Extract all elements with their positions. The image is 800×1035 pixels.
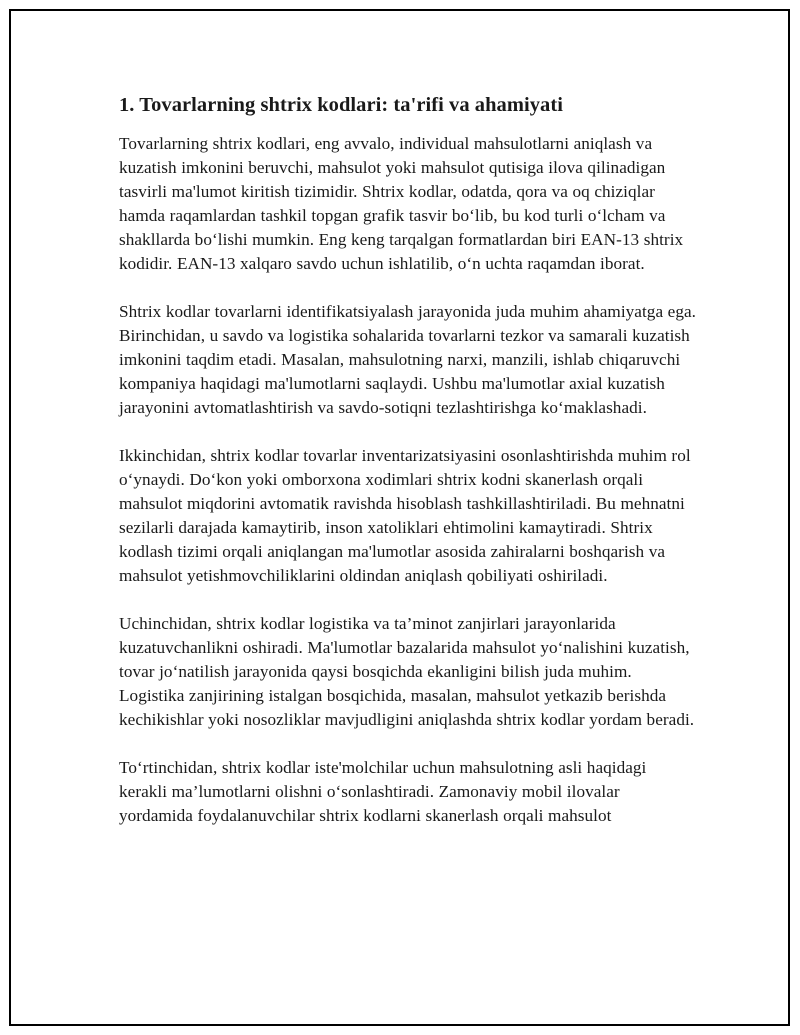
page-border: [9, 9, 790, 1026]
document-title: 1. Tovarlarning shtrix kodlari: ta'rifi va ahamiyati: [119, 94, 563, 116]
paragraph-consumers: To‘rtinchidan, shtrix kodlar iste'molchilar uchun mahsulotning asli haqidagi kerakli ma’lumotlarni olishni o‘sonlashtiradi. Zamonaviy mobil ilovalar yordamida foydalanuvchilar shtrix kodlarni skanerlash orqali mahsulot: [119, 757, 647, 825]
document-body: [119, 93, 697, 852]
paragraph-importance: Shtrix kodlar tovarlarni identifikatsiyalash jarayonida juda muhim ahamiyatga ega. Birinchidan, u savdo va logistika sohalarida tovarlarni tezkor va samarali kuzatish imkonini taqdim etadi. Masalan, mahsulotning narxi, manzili, ishlab chiqaruvchi kompaniya haqidagi ma'lumotlarni saqlaydi. Ushbu ma'lumotlar axial kuzatish jarayonini avtomatlashtirish va savdo-sotiqni tezlashtirishga ko‘maklashadi.: [119, 301, 697, 417]
paragraph-inventory: Ikkinchidan, shtrix kodlar tovarlar inventarizatsiyasini osonlashtirishda muhim rol o‘ynaydi. Do‘kon yoki omborxona xodimlari shtrix kodni skanerlash orqali mahsulot miqdorini avtomatik ravishda hisoblash tashkillashtiriladi. Bu mehnatni sezilarli darajada kamaytirib, inson xatoliklari ehtimolini kamaytiradi. Shtrix kodlash tizimi orqali aniqlangan ma'lumotlar asosida zahiralarni boshqarish va mahsulot yetishmovchiliklarini oldindan aniqlash qobiliyati oshiriladi.: [119, 445, 691, 585]
paragraph-definition: Tovarlarning shtrix kodlari, eng avvalo, individual mahsulotlarni aniqlash va kuzatish imkonini beruvchi, mahsulot yoki mahsulot qutisiga ilova qilinadigan tasvirli ma'lumot kiritish tizimidir. Shtrix kodlar, odatda, qora va oq chiziqlar hamda raqamlardan tashkil topgan grafik tasvir bo‘lib, bu kod turli o‘lcham va shakllarda bo‘lishi mumkin. Eng keng tarqalgan formatlardan biri EAN-13 shtrix kodidir. EAN-13 xalqaro savdo uchun ishlatilib, o‘n uchta raqamdan iborat.: [119, 133, 684, 273]
paragraph-logistics: Uchinchidan, shtrix kodlar logistika va ta’minot zanjirlari jarayonlarida kuzatuvchanlikni oshiradi. Ma'lumotlar bazalarida mahsulot yo‘nalishini kuzatish, tovar jo‘natilish jarayonida qaysi bosqichda ekanligini bilish juda muhim. Logistika zanjirining istalgan bosqichida, masalan, mahsulot yetkazib berishda kechikishlar yoki nosozliklar mavjudligini aniqlashda shtrix kodlar yordam beradi.: [119, 613, 695, 729]
